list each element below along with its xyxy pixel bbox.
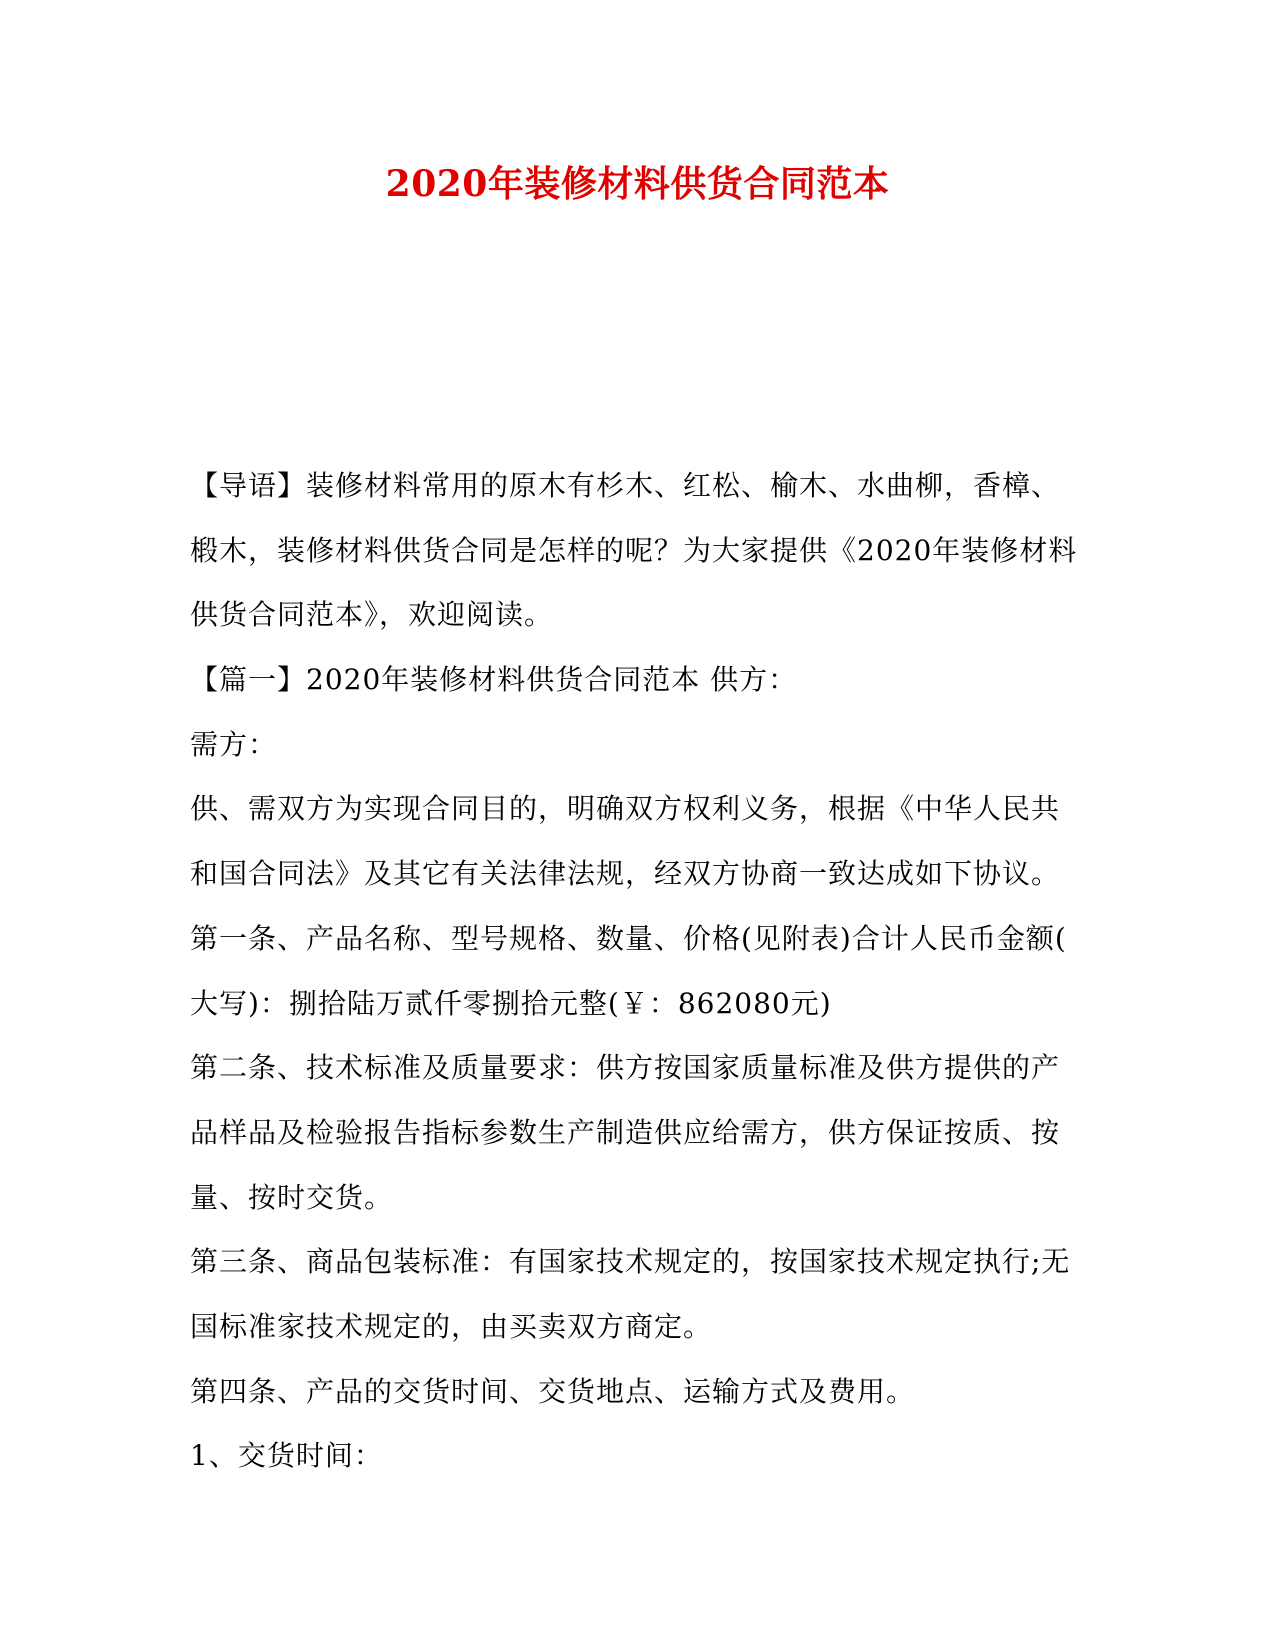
body-line: 【导语】装修材料常用的原木有杉木、红松、榆木、水曲柳，香樟、 [190, 469, 1061, 502]
document-title: 2020年装修材料供货合同范本 [385, 163, 890, 205]
body-line: 供货合同范本》，欢迎阅读。 [190, 598, 554, 632]
body-line: 国标准家技术规定的，由买卖双方商定。 [190, 1309, 713, 1343]
body-line: 需方： [190, 727, 278, 761]
body-line: 量、按时交货。 [190, 1180, 394, 1214]
body-line: 第一条、产品名称、型号规格、数量、价格(见附表)合计人民币金额( [190, 921, 1067, 955]
body-line: 供、需双方为实现合同目的，明确双方权利义务，根据《中华人民共 [190, 792, 1061, 826]
body-line: 第二条、技术标准及质量要求：供方按国家质量标准及供方提供的产 [190, 1051, 1061, 1085]
body-line: 椴木，装修材料供货合同是怎样的呢？为大家提供《2020年装修材料 [190, 533, 1078, 567]
body-line: 第三条、商品包装标准：有国家技术规定的，按国家技术规定执行;无 [190, 1245, 1071, 1279]
document-body [190, 470, 1090, 1505]
body-line: 1、交货时间： [190, 1439, 383, 1473]
body-line: 和国合同法》及其它有关法律法规，经双方协商一致达成如下协议。 [190, 857, 1061, 891]
body-line: 第四条、产品的交货时间、交货地点、运输方式及费用。 [190, 1374, 916, 1408]
body-line: 【篇一】2020年装修材料供货合同范本 供方： [190, 663, 798, 697]
body-line: 品样品及检验报告指标参数生产制造供应给需方，供方保证按质、按 [190, 1115, 1061, 1149]
body-line: 大写)：捌拾陆万贰仟零捌拾元整(￥：862080元) [190, 986, 832, 1020]
